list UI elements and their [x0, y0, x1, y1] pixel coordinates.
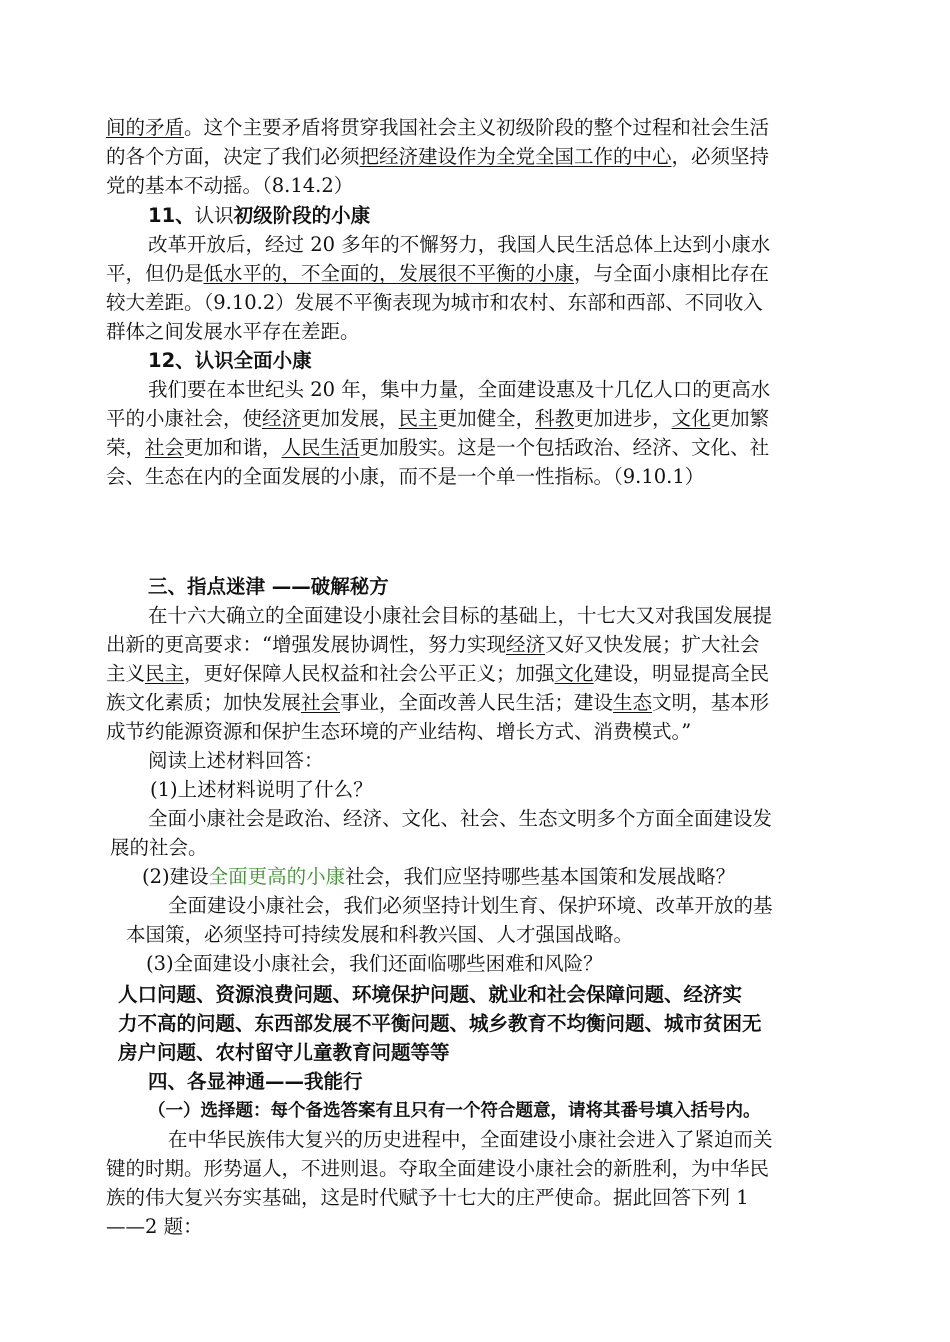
text-run: 又好又快发展；扩大社会 — [545, 633, 760, 656]
bold-text: 四、各显神通——我能行 — [148, 1070, 363, 1093]
text-run: 在十六大确立的全面建设小康社会目标的基础上，十七大又对我国发展提 — [148, 604, 773, 627]
answer-1 — [148, 805, 772, 833]
underlined-text: 人民生活 — [281, 436, 360, 459]
instruction — [148, 1097, 761, 1125]
text-line — [106, 318, 360, 346]
underlined-text: 低水平的，不全面的，发展很不平衡的小康 — [203, 262, 575, 285]
text-line — [106, 463, 704, 491]
text-run: 更加健全， — [437, 407, 536, 430]
text-run: 群体之间发展水平存在差距。 — [106, 320, 360, 343]
underlined-text: 社会 — [145, 436, 185, 459]
text-line — [106, 114, 769, 142]
section-heading — [148, 1068, 363, 1096]
text-run: 荣， — [106, 436, 146, 459]
section-heading — [148, 202, 370, 230]
text-line — [148, 602, 772, 630]
text-run: (3)全面建设小康社会，我们还面临哪些困难和风险？ — [146, 952, 603, 975]
text-run: 认识 — [194, 204, 234, 227]
bold-text: 人口问题、资源浪费问题、环境保护问题、就业和社会保障问题、经济实 — [118, 983, 743, 1006]
text-run: 社会，我们应坚持哪些基本国策和发展战略？ — [345, 865, 736, 888]
text-run: 更加发展， — [301, 407, 399, 430]
underlined-text: 文化 — [671, 407, 711, 430]
answer-2 — [168, 892, 773, 920]
text-run: 成节约能源资源和保护生态环境的产业结构、增长方式、消费模式。” — [106, 720, 692, 743]
text-line — [106, 143, 769, 171]
question-1 — [150, 776, 373, 804]
text-run: 族文化素质；加快发展 — [106, 691, 302, 714]
bold-text: 12、认识全面小康 — [148, 349, 312, 372]
underlined-text: 间的矛盾 — [106, 116, 185, 139]
highlighted-text: 全面更高的小康 — [208, 865, 346, 888]
bold-text: 初级阶段的小康 — [233, 204, 371, 227]
question-3 — [146, 950, 603, 978]
text-run: 更加繁 — [710, 407, 770, 430]
text-run: 出新的更高要求：“增强发展协调性，努力实现 — [106, 633, 506, 656]
text-line — [148, 747, 324, 775]
text-run: 文明，基本形 — [652, 691, 770, 714]
text-run: 事业，全面改善人民生活；建设 — [340, 691, 614, 714]
text-line — [106, 172, 353, 200]
underlined-text: 民主 — [398, 407, 438, 430]
underlined-text: 生态 — [613, 691, 653, 714]
bold-text: （一）选择题：每个备选答案有且只有一个符合题意，请将其番号填入括号内。 — [148, 1101, 761, 1121]
underlined-text: 经济 — [262, 407, 302, 430]
text-run: (2)建设 — [142, 865, 209, 888]
section-heading — [148, 573, 389, 601]
text-run: 阅读上述材料回答： — [148, 749, 324, 772]
text-line — [168, 1126, 773, 1154]
text-line — [148, 231, 770, 259]
underlined-text: 经济 — [505, 633, 545, 656]
underlined-text: 把经济建设作为全党全国工作的中心 — [359, 145, 672, 168]
text-run: ，更好保障人民权益和社会公平正义；加强 — [184, 662, 555, 685]
bold-text: 房户问题、农村留守儿童教育问题等等 — [118, 1041, 450, 1064]
text-run: 建设，明显提高全民 — [593, 662, 770, 685]
text-run: 更加进步， — [574, 407, 672, 430]
text-line — [106, 1155, 769, 1183]
text-run: 键的时期。形势逼人，不进则退。夺取全面建设小康社会的新胜利，为中华民 — [106, 1157, 770, 1180]
text-line — [106, 1213, 203, 1241]
text-line — [106, 1184, 749, 1212]
text-line — [106, 718, 691, 746]
bold-text: 11、 — [148, 204, 195, 227]
text-run: 党的基本不动摇。（8.14.2） — [106, 174, 354, 197]
text-run: 全面建设小康社会，我们必须坚持计划生育、保护环境、改革开放的基 — [168, 894, 773, 917]
answer-3 — [118, 1010, 762, 1038]
text-run: 在中华民族伟大复兴的历史进程中，全面建设小康社会进入了紧迫而关 — [168, 1128, 773, 1151]
text-run: 较大差距。（9.10.2）发展不平衡表现为城市和农村、东部和西部、不同收入 — [106, 291, 763, 314]
text-run: ，与全面小康相比存在 — [574, 262, 770, 285]
text-line — [106, 631, 760, 659]
text-run: (1)上述材料说明了什么？ — [150, 778, 373, 801]
text-run: 平的小康社会，使 — [106, 407, 263, 430]
underlined-text: 社会 — [301, 691, 341, 714]
text-run: 的各个方面，决定了我们必须 — [106, 145, 360, 168]
answer-2 — [126, 921, 633, 949]
text-run: 本国策，必须坚持可持续发展和科教兴国、人才强国战略。 — [126, 923, 634, 946]
text-run: 更加和谐， — [184, 436, 282, 459]
text-line — [106, 289, 763, 317]
text-line — [148, 376, 770, 404]
text-run: ——2 题： — [106, 1215, 203, 1238]
underlined-text: 文化 — [554, 662, 594, 685]
text-run: 族的伟大复兴夯实基础，这是时代赋予十七大的庄严使命。据此回答下列 1 — [106, 1186, 749, 1209]
text-line — [106, 434, 769, 462]
text-run: 更加殷实。这是一个包括政治、经济、文化、社 — [359, 436, 770, 459]
text-run: 我们要在本世纪头 20 年，集中力量，全面建设惠及十几亿人口的更高水 — [148, 378, 771, 401]
text-run: 全面小康社会是政治、经济、文化、社会、生态文明多个方面全面建设发 — [148, 807, 773, 830]
section-heading — [148, 347, 312, 375]
text-run: 改革开放后，经过 20 多年的不懈努力，我国人民生活总体上达到小康水 — [148, 233, 771, 256]
answer-1 — [110, 834, 208, 862]
bold-text: 力不高的问题、东西部发展不平衡问题、城乡教育不均衡问题、城市贫困无 — [118, 1012, 762, 1035]
underlined-text: 科教 — [535, 407, 575, 430]
text-run: 主义 — [106, 662, 146, 685]
text-run: 会、生态在内的全面发展的小康，而不是一个单一性指标。（9.10.1） — [106, 465, 705, 488]
text-line — [106, 689, 769, 717]
bold-text: 三、指点迷津 ——破解秘方 — [148, 575, 389, 598]
text-line — [106, 405, 769, 433]
question-2 — [142, 863, 735, 891]
text-run: 展的社会。 — [110, 836, 208, 859]
text-line — [106, 660, 769, 688]
answer-3 — [118, 981, 742, 1009]
text-run: ，必须坚持 — [671, 145, 770, 168]
text-run: 。这个主要矛盾将贯穿我国社会主义初级阶段的整个过程和社会生活 — [184, 116, 770, 139]
text-line — [106, 260, 769, 288]
underlined-text: 民主 — [145, 662, 185, 685]
text-run: 平，但仍是 — [106, 262, 204, 285]
answer-3 — [118, 1039, 450, 1067]
